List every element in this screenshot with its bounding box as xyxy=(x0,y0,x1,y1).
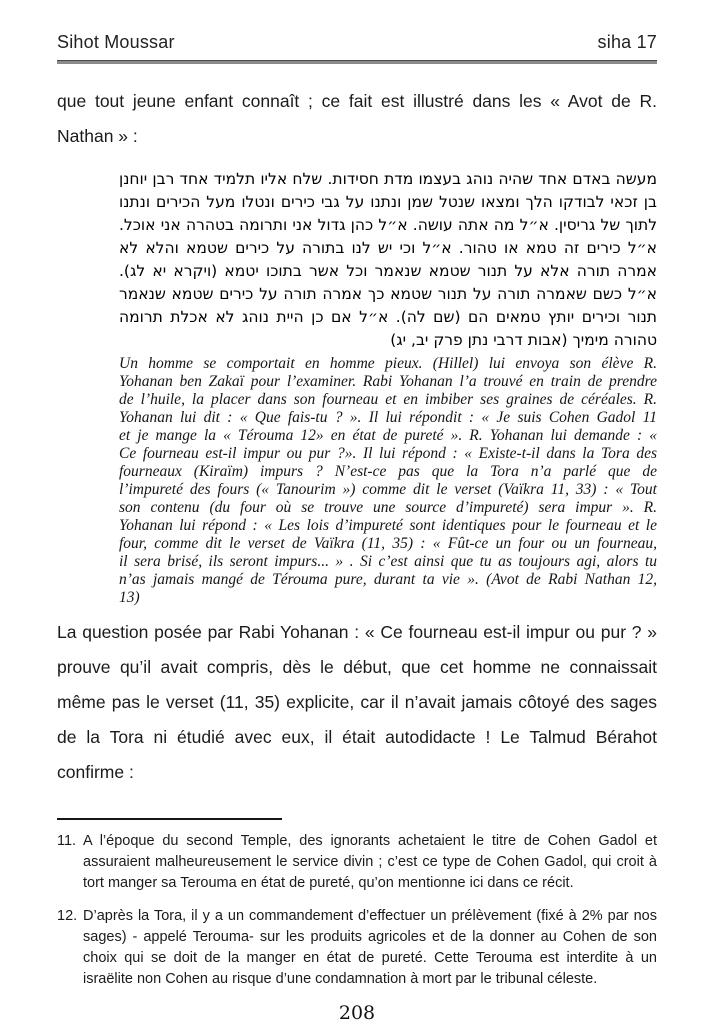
footnote-item xyxy=(57,906,657,990)
running-head xyxy=(57,32,657,53)
footnote-text: D’après la Tora, il y a un commandement d’effectuer un prélèvement (fixé à 2% par nos sages) - appelé Terouma- sur les produits agricoles et de la donner au Cohen de son choix qui se doit de la manger en état de pureté. Cette Terouma est interdite à un israëlite non Cohen au risque d’une condamnation à mort par le tribunal céleste. xyxy=(83,908,657,987)
footnote-item xyxy=(57,831,657,894)
body-paragraph: La question posée par Rabi Yohanan : « Ce fourneau est-il impur ou pur ? » prouve qu’il avait compris, dès le début, que cet homme ne connaissait même pas le verset (11, 35) explicite, car il n’avait jamais côtoyé des sages de la Tora ni étudié avec eux, il était autodidacte ! Le Talmud Bérahot confirme : xyxy=(57,622,657,782)
intro-paragraph: que tout jeune enfant connaît ; ce fait est illustré dans les « Avot de R. Nathan » : xyxy=(57,91,657,146)
header-rule-divider xyxy=(57,60,657,64)
page-number: 208 xyxy=(338,1002,376,1024)
footnote-number: 11. xyxy=(57,833,77,849)
footnote-text: A l’époque du second Temple, des ignorants achetaient le titre de Cohen Gadol et assuraient malheureusement le service divin ; c’est ce type de Cohen Gadol, qui croit à tort manger sa Terouma en état de pureté, qu’on mentionne ici dans ce récit. xyxy=(83,833,657,891)
footnote-number: 12. xyxy=(57,908,78,924)
footnote-divider xyxy=(57,818,282,820)
hebrew-quote-block: מעשה באדם אחד שהיה נוהג בעצמו מדת חסידות. שלח אליו תלמיד אחד רבן יוחנן בן זכאי לבודקו הלך ומצאו שנטל שמן ונתנו על גבי כירים ונטלו מעל הכירים ונתנו לתוך של גריסין. א״ל מה אתה עושה. א״ל כהן גדול אני ותרומה בטהרה אני אוכל. א״ל כירים זה טמא או טהור. א״ל וכי יש לנו בתורה על כירים שטמא והלא לא אמרה תורה אלא על תנור שטמא שנאמר וכל אשר בתוכו יטמא (ויקרא יא לג). א״ל כשם שאמרה תורה על תנור שטמא כך אמרה תורה על כירים שטמא שנאמר תנור וכירים יותץ טמאים הם (שם לה). א״ל אם כן היית נוהג לא אכלת תרומה טהורה מימיך (אבות דרבי נתן פרק יב, יג) xyxy=(119,170,657,349)
running-head-title: Sihot Moussar xyxy=(57,32,175,52)
running-head-section: siha 17 xyxy=(597,32,657,52)
french-translation-block: Un homme se comportait en homme pieux. (Hillel) lui envoya son élève R. Yohanan ben Zakaï pour l’examiner. Rabi Yohanan l’a trouvé en train de prendre de l’huile, la placer dans son fourneau et en imbiber ses graines de céréales. R. Yohanan lui dit : « Que fais-tu ? ». Il lui répondit : « Je suis Cohen Gadol 11 et je mange la « Térouma 12» en état de pureté ». R. Yohanan lui demande : « Ce fourneau est-il impur ou pur ?». Il lui répond : « Existe-t-il dans la Tora des fourneaux (Kiraïm) impurs ? N’est-ce pas que la Tora n’a parlé que de l’impureté des fours (« Tanourim ») comme dit le verset (Vaïkra 11, 33) : « Tout son contenu (du four où se trouve une source d’impureté) sera impur ». R. Yohanan lui répond : « Les lois d’impureté sont identiques pour le fourneau et le four, comme dit le verset de Vaïkra (11, 35) : « Fût-ce un four ou un fourneau, il sera brisé, ils seront impurs... » . Si c’est ainsi que tu as toujours agi, alors tu n’as jamais mangé de Térouma pure, durant ta vie ». (Avot de Rabi Nathan 12, 13) xyxy=(119,355,657,606)
